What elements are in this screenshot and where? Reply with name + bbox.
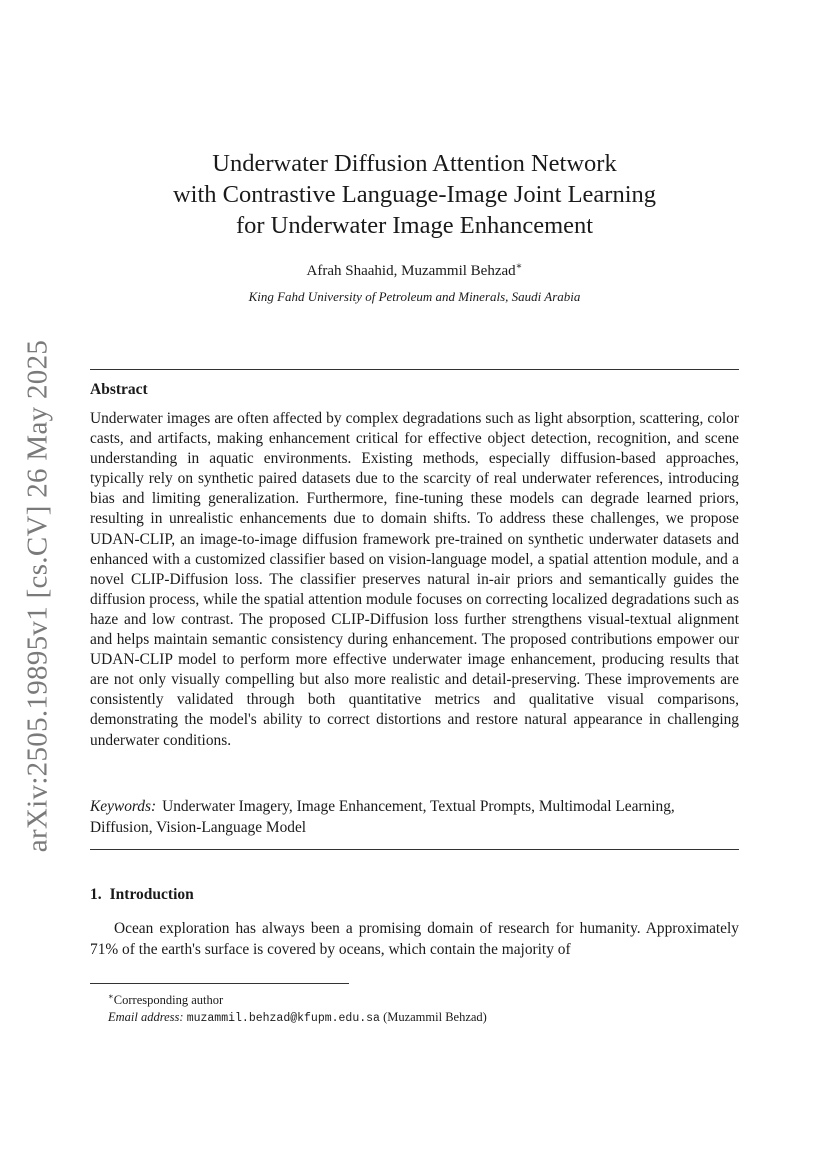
section-number: 1. — [90, 886, 102, 903]
email-link[interactable]: muzammil.behzad@kfupm.edu.sa — [186, 1012, 380, 1026]
section-heading-introduction — [90, 886, 194, 904]
footnote — [108, 988, 487, 1027]
author-list — [90, 261, 739, 280]
title-line: Underwater Diffusion Attention Network — [212, 150, 617, 177]
keywords-label: Keywords: — [90, 798, 157, 815]
keywords-text: Underwater Imagery, Image Enhancement, Textual Prompts, Multimodal Learning, Diffusion, Vision-Language Model — [90, 798, 675, 836]
footnote-email-line — [108, 1009, 487, 1027]
email-owner: (Muzammil Behzad) — [383, 1010, 487, 1025]
keywords-block — [90, 797, 739, 838]
abstract-top-rule — [90, 369, 739, 370]
title-line: with Contrastive Language-Image Joint Learning — [172, 181, 657, 208]
affiliation: King Fahd University of Petroleum and Minerals, Saudi Arabia — [248, 289, 581, 304]
section-title: Introduction — [109, 886, 194, 903]
footnote-mark: ∗ — [108, 991, 114, 1001]
footnote-rule — [90, 983, 349, 984]
corresponding-mark: ∗ — [515, 261, 523, 272]
introduction-text: Ocean exploration has always been a promising domain of research for humanity. Approximately 71% of the earth's surface is covered by oceans, which contain the majority of — [90, 920, 739, 958]
abstract-text: Underwater images are often affected by complex degradations such as light absorption, scattering, color casts, and artifacts, making enhancement critical for effective object detection, recognition, and scene understanding in aquatic environments. Existing methods, especially diffusion-based approaches, typically rely on synthetic paired datasets due to the scarcity of real underwater references, introducing bias and limiting generalization. Furthermore, fine-tuning these models can degrade learned priors, resulting in unrealistic enhancements due to domain shifts. To address these challenges, we propose UDAN-CLIP, an image-to-image diffusion framework pre-trained on synthetic underwater datasets and enhanced with a customized classifier based on vision-language model, a spatial attention module, and a novel CLIP-Diffusion loss. The classifier preserves natural in-air priors and semantically guides the diffusion process, while the spatial attention module focuses on correcting localized degradations such as haze and low contrast. The proposed CLIP-Diffusion loss further strengthens visual-textual alignment and helps maintain semantic consistency during enhancement. The proposed contributions empower our UDAN-CLIP model to perform more effective underwater image enhancement, producing results that are not only visually compelling but also more realistic and detail-preserving. These improvements are consistently validated through both quantitative metrics and qualitative visual comparisons, demonstrating the model's ability to correct distortions and restore natural appearance in challenging underwater conditions. — [90, 410, 739, 749]
abstract-bottom-rule — [90, 849, 739, 850]
paper-title — [90, 148, 739, 241]
email-label: Email address: — [108, 1010, 184, 1025]
footnote-corresponding-text: Corresponding author — [113, 993, 224, 1008]
abstract-heading: Abstract — [90, 381, 148, 398]
author-names: Afrah Shaahid, Muzammil Behzad — [306, 263, 516, 279]
footnote-corresponding-line — [108, 988, 487, 1009]
arxiv-sidebar-id: arXiv:2505.19895v1 [cs.CV] 26 May 2025 — [21, 339, 54, 853]
title-line: for Underwater Image Enhancement — [235, 212, 594, 239]
